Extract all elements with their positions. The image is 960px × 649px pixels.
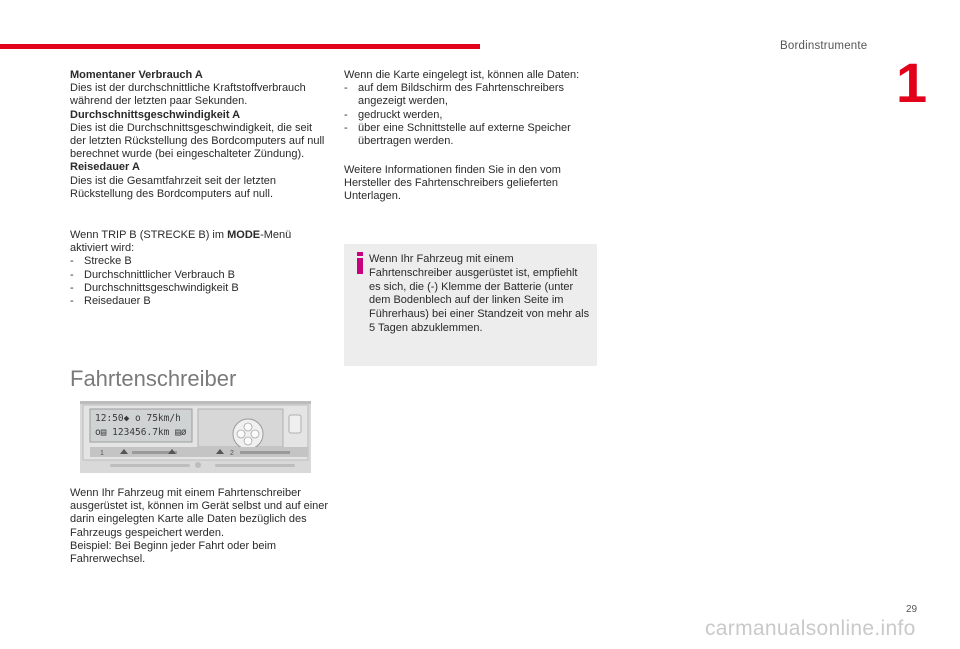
item2-title: Durchschnittsgeschwindigkeit A	[70, 108, 241, 121]
section-title: Bordinstrumente	[780, 40, 868, 52]
trip-item-label: Strecke B	[84, 255, 132, 268]
tachograph-illustration	[80, 401, 311, 473]
slot-2-label: 2	[230, 450, 234, 457]
header-accent-bar	[0, 44, 480, 49]
list-item: - gedruckt werden,	[344, 108, 443, 121]
fahrtenschreiber-text	[70, 487, 330, 566]
fahrtenschreiber-heading: Fahrtenschreiber	[70, 366, 237, 391]
item1-text: Dies ist der durchschnittliche Kraftstoffverbrauch während der letzten paar Sekunden.	[70, 82, 306, 108]
right-item-label: gedruckt werden,	[358, 108, 443, 121]
right-column-data-list	[344, 69, 594, 148]
display-line-2: o▤ 123456.7km ▤ø	[95, 427, 187, 438]
page-number: 29	[906, 604, 918, 615]
right-intro: Wenn die Karte eingelegt ist, können alle Daten:	[344, 69, 580, 81]
trip-intro-post: -Menü aktiviert wird:	[70, 229, 292, 255]
list-item: - Durchschnittlicher Verbrauch B	[70, 268, 236, 281]
watermark: carmanualsonline.info	[705, 617, 916, 640]
trip-item-label: Durchschnittsgeschwindigkeit B	[84, 281, 239, 294]
slot-1-label: 1	[100, 450, 104, 457]
right-item-label: über eine Schnittstelle auf externe Speicher übertragen werden.	[358, 121, 571, 148]
trip-intro	[70, 229, 330, 255]
trip-intro-pre: Wenn TRIP B (STRECKE B) im	[70, 229, 228, 241]
eject-button[interactable]	[289, 415, 301, 433]
trip-item-label: Reisedauer B	[84, 295, 151, 308]
more-info: Weitere Informationen finden Sie in den vom Hersteller des Fahrtenschreibers gelieferten Unterlagen.	[344, 164, 561, 203]
info-icon	[354, 252, 366, 274]
chapter-number: 1	[896, 51, 928, 114]
trip-intro-mode: MODE	[227, 229, 261, 241]
info-box	[344, 244, 597, 366]
item3-text: Dies ist die Gesamtfahrzeit seit der letzten Rückstellung des Bordcomputers auf null.	[70, 174, 277, 200]
list-item: - Strecke B	[70, 255, 132, 268]
list-item: - auf dem Bildschirm des Fahrtenschreibers angezeigt werden,	[344, 82, 594, 108]
left-column-definitions	[70, 69, 330, 201]
item2-text: Dies ist die Durchschnittsgeschwindigkeit, die seit der letzten Rückstellung des Bordcomputers auf null berechnet wurde (bei eingeschalteter Zündung).	[70, 121, 325, 161]
fahrtenschreiber-example: Beispiel: Bei Beginn jeder Fahrt oder beim Fahrerwechsel.	[70, 539, 277, 566]
display-line-1: 12:50◆ o 75km/h	[95, 413, 181, 424]
list-item: - über eine Schnittstelle auf externe Speicher übertragen werden.	[344, 122, 594, 148]
control-dial[interactable]	[233, 419, 263, 449]
right-item-label: auf dem Bildschirm des Fahrtenschreibers angezeigt werden,	[358, 82, 565, 108]
list-item: - Reisedauer B	[70, 295, 151, 308]
trip-item-label: Durchschnittlicher Verbrauch B	[84, 268, 236, 281]
trip-b-section	[70, 229, 330, 308]
card-slot-2	[240, 451, 290, 454]
fahrtenschreiber-paragraph: Wenn Ihr Fahrzeug mit einem Fahrtenschreiber ausgerüstet ist, können im Gerät selbst und auf einer darin eingelegten Karte alle Daten bezüglich des Fahrzeugs gespeichert werden.	[70, 487, 329, 539]
item1-title: Momentaner Verbrauch A	[70, 69, 203, 81]
item3-title: Reisedauer A	[70, 161, 140, 174]
list-item: - Durchschnittsgeschwindigkeit B	[70, 281, 239, 294]
info-box-text: Wenn Ihr Fahrzeug mit einem Fahrtenschreiber ausgerüstet ist, empfiehlt es sich, die (-) Klemme der Batterie (unter dem Bodenblech auf der linken Seite im Führerhaus) bei einer Standzeit von mehr als 5 Tagen abzuklemmen.	[369, 253, 590, 334]
